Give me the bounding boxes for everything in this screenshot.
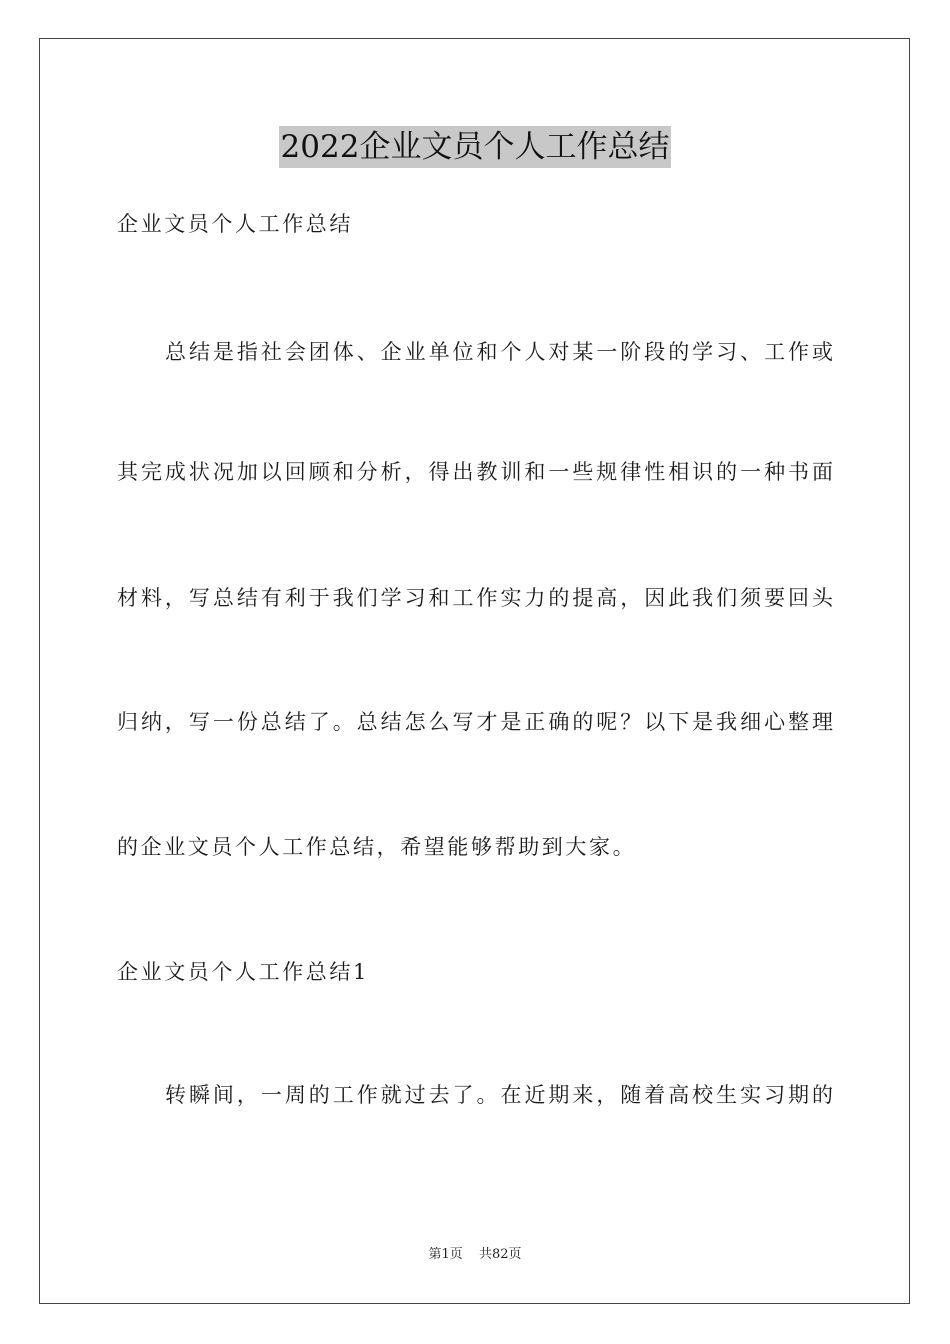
- page-footer: [0, 1246, 950, 1264]
- intro-line-2: 其完成状况加以回顾和分析，得出教训和一些规律性相识的一种书面: [117, 460, 833, 484]
- page-number-current: 第1页: [428, 1247, 463, 1262]
- intro-line-4: 归纳，写一份总结了。总结怎么写才是正确的呢？以下是我细心整理: [117, 710, 833, 734]
- section-line-1: 转瞬间，一周的工作就过去了。在近期来，随着高校生实习期的: [165, 1083, 833, 1107]
- intro-line-3: 材料，写总结有利于我们学习和工作实力的提高，因此我们须要回头: [117, 586, 833, 610]
- intro-line-5: 的企业文员个人工作总结，希望能够帮助到大家。: [117, 835, 637, 859]
- intro-line-1: 总结是指社会团体、企业单位和个人对某一阶段的学习、工作或: [165, 340, 833, 364]
- title-container: [0, 126, 950, 168]
- section-heading: 企业文员个人工作总结1: [117, 960, 369, 984]
- document-title: 2022企业文员个人工作总结: [279, 126, 672, 168]
- page-number-total: 共82页: [478, 1247, 522, 1262]
- document-subtitle: 企业文员个人工作总结: [117, 212, 353, 236]
